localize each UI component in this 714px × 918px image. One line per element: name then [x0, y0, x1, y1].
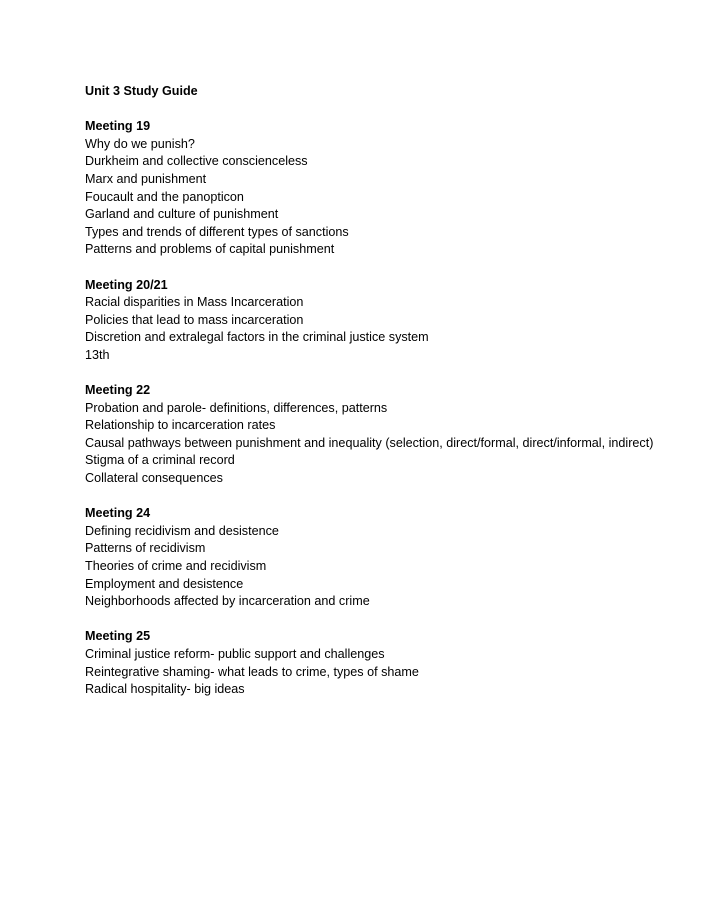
- list-item: Criminal justice reform- public support and challenges: [85, 647, 385, 661]
- list-item: Probation and parole- definitions, differences, patterns: [85, 400, 388, 415]
- document-page: [85, 83, 675, 716]
- list-item: Types and trends of different types of sanctions: [85, 224, 349, 239]
- list-item: Marx and punishment: [85, 171, 207, 186]
- list-item: Relationship to incarceration rates: [85, 418, 276, 433]
- list-item: Patterns and problems of capital punishment: [85, 242, 335, 257]
- list-item: Reintegrative shaming- what leads to crime, types of shame: [85, 664, 419, 679]
- section-meeting-25: [85, 628, 675, 698]
- list-item: Discretion and extralegal factors in the criminal justice system: [85, 330, 429, 345]
- document-title: Unit 3 Study Guide: [85, 84, 198, 98]
- list-item: Foucault and the panopticon: [85, 189, 244, 204]
- section-meeting-24: [85, 505, 675, 611]
- list-item: Patterns of recidivism: [85, 541, 206, 556]
- section-meeting-20-21: [85, 277, 675, 365]
- list-item: Radical hospitality- big ideas: [85, 682, 245, 697]
- section-heading: Meeting 20/21: [85, 277, 168, 292]
- list-item: Why do we punish?: [85, 136, 195, 151]
- list-item: Theories of crime and recidivism: [85, 559, 267, 574]
- section-meeting-19: [85, 118, 675, 259]
- section-heading: Meeting 19: [85, 119, 151, 134]
- list-item: Employment and desistence: [85, 576, 244, 591]
- section-heading: Meeting 24: [85, 506, 151, 521]
- list-item: Defining recidivism and desistence: [85, 523, 279, 538]
- section-heading: Meeting 25: [85, 629, 151, 644]
- list-item: Causal pathways between punishment and inequality (selection, direct/formal, direct/informal, indirect): [85, 435, 654, 450]
- list-item: Neighborhoods affected by incarceration and crime: [85, 594, 370, 609]
- list-item: 13th: [85, 347, 110, 362]
- list-item: Racial disparities in Mass Incarceration: [85, 295, 304, 310]
- list-item: Garland and culture of punishment: [85, 207, 279, 222]
- section-heading: Meeting 22: [85, 383, 151, 398]
- list-item: Policies that lead to mass incarceration: [85, 312, 304, 327]
- section-meeting-22: [85, 382, 675, 488]
- list-item: Durkheim and collective conscienceless: [85, 154, 308, 169]
- list-item: Stigma of a criminal record: [85, 453, 235, 468]
- list-item: Collateral consequences: [85, 471, 223, 486]
